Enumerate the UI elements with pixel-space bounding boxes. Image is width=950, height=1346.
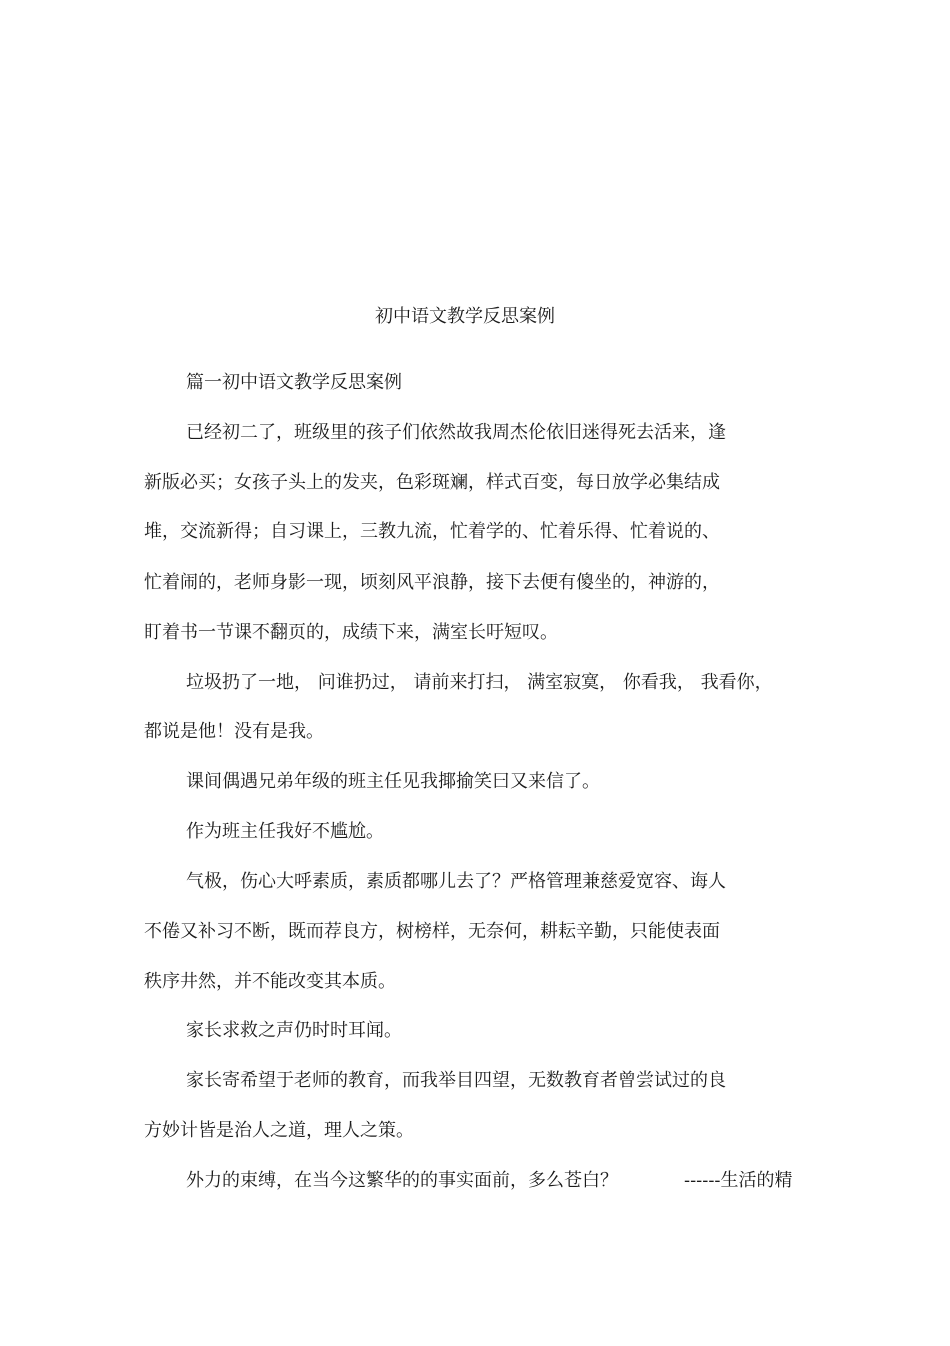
paragraph-line: 方妙计皆是治人之道，理人之策。 [144, 1120, 414, 1141]
paragraph-line-tail: ------生活的精 [684, 1170, 793, 1191]
paragraph-line: 家长求救之声仍时时耳闻。 [186, 1020, 402, 1041]
section-heading: 篇一初中语文教学反思案例 [186, 372, 402, 393]
document-title: 初中语文教学反思案例 [375, 306, 555, 327]
paragraph-line: 垃圾扔了一地， 问谁扔过， 请前来打扫， 满室寂寞， 你看我， 我看你， [186, 672, 773, 693]
paragraph-line: 气极，伤心大呼素质，素质都哪儿去了？严格管理兼慈爱宽容、诲人 [186, 871, 726, 892]
paragraph-line: 作为班主任我好不尴尬。 [186, 821, 384, 842]
paragraph-line: 新版必买；女孩子头上的发夹，色彩斑斓，样式百变，每日放学必集结成 [144, 472, 720, 493]
paragraph-line: 秩序井然，并不能改变其本质。 [144, 971, 396, 992]
paragraph-line: 都说是他！没有是我。 [144, 721, 324, 742]
paragraph-line: 外力的束缚，在当今这繁华的的事实面前，多么苍白？ [186, 1170, 618, 1191]
paragraph-line: 已经初二了，班级里的孩子们依然故我周杰伦依旧迷得死去活来，逢 [186, 422, 726, 443]
paragraph-line: 家长寄希望于老师的教育，而我举目四望，无数教育者曾尝试过的良 [186, 1070, 726, 1091]
paragraph-line: 堆，交流新得；自习课上，三教九流，忙着学的、忙着乐得、忙着说的、 [144, 521, 720, 542]
paragraph-line: 不倦又补习不断，既而荐良方，树榜样，无奈何，耕耘辛勤，只能使表面 [144, 921, 720, 942]
paragraph-line: 课间偶遇兄弟年级的班主任见我揶揄笑曰又来信了。 [186, 771, 600, 792]
paragraph-line: 盯着书一节课不翻页的，成绩下来，满室长吁短叹。 [144, 622, 558, 643]
paragraph-line: 忙着闹的，老师身影一现，顷刻风平浪静，接下去便有傻坐的，神游的， [144, 572, 720, 593]
